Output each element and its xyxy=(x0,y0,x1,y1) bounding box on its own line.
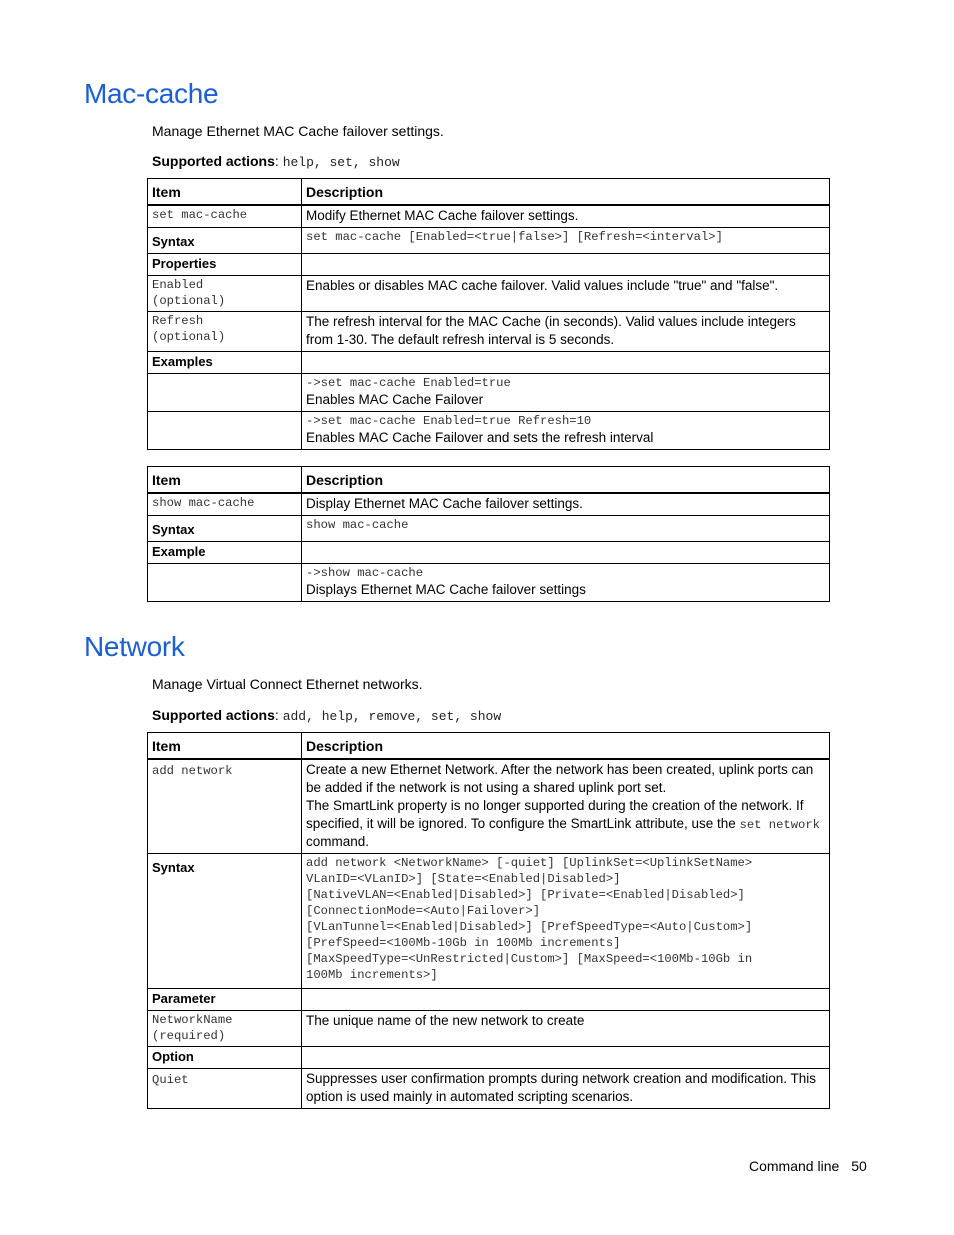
table-row xyxy=(148,276,830,312)
parameter-label: Parameter xyxy=(148,989,302,1011)
property-name-cell xyxy=(148,312,302,352)
table-row xyxy=(148,854,830,989)
parameter-required: (required) xyxy=(152,1029,226,1043)
table-row xyxy=(148,254,830,276)
supported-actions-values: add, help, remove, set, show xyxy=(282,709,502,724)
property-description: The refresh interval for the MAC Cache (in seconds). Valid values include integers from 1-30. The default refresh interval is 5 seconds. xyxy=(302,312,830,352)
syntax-label: Syntax xyxy=(148,854,302,989)
syntax-line: add network <NetworkName> [-quiet] [UplinkSet=<UplinkSetName> xyxy=(306,856,753,870)
property-optional: (optional) xyxy=(152,294,226,308)
table-row xyxy=(148,1069,830,1109)
property-name: Refresh xyxy=(152,314,204,328)
mac-cache-show-table xyxy=(147,466,830,602)
set-network-command: set network xyxy=(739,818,820,832)
column-header-item: Item xyxy=(148,467,302,494)
table-row xyxy=(148,759,830,854)
example-command: ->show mac-cache xyxy=(306,566,424,580)
syntax-line: [NativeVLAN=<Enabled|Disabled>] [Private=<Enabled|Disabled>] xyxy=(306,888,745,902)
column-header-description: Description xyxy=(302,733,830,760)
smartlink-note xyxy=(306,797,825,851)
syntax-line: VLanID=<VLanID>] [State=<Enabled|Disabled>] xyxy=(306,872,621,886)
syntax-label: Syntax xyxy=(148,516,302,542)
empty-cell xyxy=(148,564,302,602)
mac-cache-supported-actions: Supported actions: help, set, show xyxy=(152,153,400,170)
empty-cell xyxy=(302,1047,830,1069)
property-name: Enabled xyxy=(152,278,204,292)
table-row xyxy=(148,564,830,602)
example-label: Example xyxy=(148,542,302,564)
property-optional: (optional) xyxy=(152,330,226,344)
property-name-cell xyxy=(148,276,302,312)
example-cell xyxy=(302,412,830,450)
parameter-name: NetworkName xyxy=(152,1013,233,1027)
syntax-value: show mac-cache xyxy=(302,516,830,542)
table-header-row xyxy=(148,179,830,206)
smartlink-note-text: The SmartLink property is no longer supported during the creation of the network. If specified, it will be ignored. To configure the SmartLink attribute, use the xyxy=(306,798,804,831)
supported-actions-label: Supported actions xyxy=(152,707,275,723)
empty-cell xyxy=(148,374,302,412)
table-row xyxy=(148,493,830,516)
item-cell: set mac-cache xyxy=(148,205,302,228)
table-header-row xyxy=(148,733,830,760)
example-description: Enables MAC Cache Failover xyxy=(306,392,484,407)
item-cell: show mac-cache xyxy=(148,493,302,516)
network-add-table xyxy=(147,732,830,1109)
table-row xyxy=(148,516,830,542)
syntax-line: [VLanTunnel=<Enabled|Disabled>] [PrefSpeedType=<Auto|Custom>] xyxy=(306,920,753,934)
syntax-label: Syntax xyxy=(148,228,302,254)
table-row xyxy=(148,542,830,564)
table-row xyxy=(148,228,830,254)
mac-cache-intro: Manage Ethernet MAC Cache failover settings. xyxy=(152,123,444,139)
example-description: Enables MAC Cache Failover and sets the refresh interval xyxy=(306,430,654,445)
item-cell: add network xyxy=(148,759,302,854)
empty-cell xyxy=(302,352,830,374)
example-description: Displays Ethernet MAC Cache failover settings xyxy=(306,582,586,597)
empty-cell xyxy=(302,254,830,276)
supported-actions-values: help, set, show xyxy=(282,155,400,170)
page-number: 50 xyxy=(851,1158,867,1174)
empty-cell xyxy=(302,542,830,564)
footer-section-name: Command line xyxy=(749,1158,840,1174)
syntax-line: [ConnectionMode=<Auto|Failover>] xyxy=(306,904,541,918)
table-row xyxy=(148,1011,830,1047)
syntax-line: [PrefSpeed=<100Mb-10Gb in 100Mb increments] xyxy=(306,936,621,950)
empty-cell xyxy=(148,412,302,450)
example-command: ->set mac-cache Enabled=true Refresh=10 xyxy=(306,414,592,428)
empty-cell xyxy=(302,989,830,1011)
supported-actions-label: Supported actions xyxy=(152,153,275,169)
option-name: Quiet xyxy=(148,1069,302,1109)
examples-label: Examples xyxy=(148,352,302,374)
syntax-cell xyxy=(302,854,830,989)
table-row xyxy=(148,312,830,352)
table-header-row xyxy=(148,467,830,494)
parameter-name-cell xyxy=(148,1011,302,1047)
page-footer xyxy=(749,1158,867,1174)
parameter-description: The unique name of the new network to create xyxy=(302,1011,830,1047)
section-title-network: Network xyxy=(84,631,185,662)
properties-label: Properties xyxy=(148,254,302,276)
table-row xyxy=(148,1047,830,1069)
option-description: Suppresses user confirmation prompts during network creation and modification. This option is used mainly in automated scripting scenarios. xyxy=(302,1069,830,1109)
table-row xyxy=(148,374,830,412)
add-description-paragraph: Create a new Ethernet Network. After the network has been created, uplink ports can be added if the network is not using a shared uplink port set. xyxy=(306,762,814,795)
description-cell: Display Ethernet MAC Cache failover settings. xyxy=(302,493,830,516)
mac-cache-set-table xyxy=(147,178,830,450)
option-label: Option xyxy=(148,1047,302,1069)
description-cell xyxy=(302,759,830,854)
syntax-line: [MaxSpeedType=<UnRestricted|Custom>] [MaxSpeed=<100Mb-10Gb in xyxy=(306,952,753,966)
smartlink-note-end: command. xyxy=(306,834,370,849)
column-header-description: Description xyxy=(302,179,830,206)
table-row xyxy=(148,352,830,374)
table-row xyxy=(148,205,830,228)
property-description: Enables or disables MAC cache failover. Valid values include "true" and "false". xyxy=(302,276,830,312)
syntax-line: 100Mb increments>] xyxy=(306,968,438,982)
syntax-value: set mac-cache [Enabled=<true|false>] [Refresh=<interval>] xyxy=(302,228,830,254)
table-row xyxy=(148,989,830,1011)
description-cell: Modify Ethernet MAC Cache failover settings. xyxy=(302,205,830,228)
column-header-item: Item xyxy=(148,179,302,206)
column-header-description: Description xyxy=(302,467,830,494)
network-supported-actions: Supported actions: add, help, remove, set, show xyxy=(152,707,502,724)
example-cell xyxy=(302,374,830,412)
example-command: ->set mac-cache Enabled=true xyxy=(306,376,511,390)
section-title-mac-cache: Mac-cache xyxy=(84,78,219,109)
example-cell xyxy=(302,564,830,602)
network-intro: Manage Virtual Connect Ethernet networks. xyxy=(152,676,423,692)
column-header-item: Item xyxy=(148,733,302,760)
table-row xyxy=(148,412,830,450)
